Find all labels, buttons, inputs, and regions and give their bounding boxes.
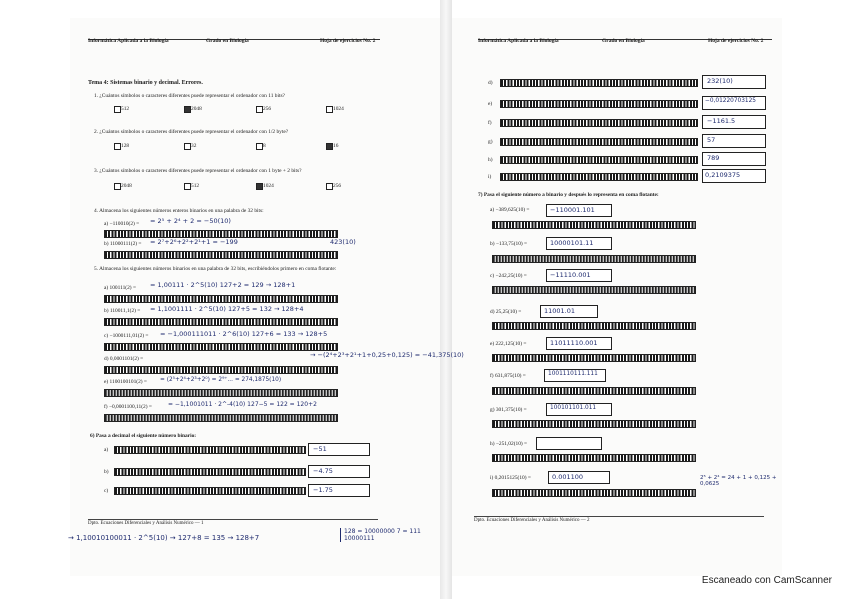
q5d-handwriting: → −(2⁴+2³+2¹+1+0,25+0,125) = −41,375(10) [310,351,464,359]
right-footer: Dpto. Ecuaciones Diferenciales y Análisis Numérico — 2 [474,516,764,523]
q2-option-checkbox[interactable] [184,143,191,150]
header-degree: Grado en Biología [602,38,645,44]
answer-box[interactable] [546,337,612,350]
bit-grid [492,387,696,395]
row-label: h) [488,157,493,163]
answer-box[interactable] [544,369,606,382]
answer-value: −1.75 [313,486,333,494]
side-calc: 2⁵ + 2⁴ = 24 + 1 + 0,125 + 0,0625 [700,475,777,487]
answer-value: 0.001100 [552,473,584,481]
bit-grid [104,251,338,259]
question-6: 6) Pasa a decimal el siguiente número binario: [90,433,197,439]
bit-grid [492,221,696,229]
q5b-handwriting: = 1,1001111 · 2^5(10) 127+5 = 132 → 128+4 [150,305,304,313]
q6a-label: a) [104,447,109,453]
q7-item-label: a) −389,625(10) = [490,207,530,213]
answer-value: 11001.01 [544,307,576,315]
bit-grid [114,446,306,454]
q3-option-checkbox[interactable] [256,183,263,190]
answer-value: 57 [707,136,716,144]
q5b-label: b) 110011,1(2) = [104,308,141,314]
answer-box[interactable] [702,96,766,110]
answer-value: −11110.001 [550,271,591,279]
topic-title: Tema 4: Sistemas binario y decimal. Errores. [88,80,203,86]
q7-item-label: e) 222,125(10) = [490,341,527,347]
bottom-note: → 1,10010100011 · 2^5(10) → 127+8 = 135 → 128+7 [68,534,260,542]
bit-grid [492,454,696,462]
q3-option-checkbox[interactable] [184,183,191,190]
q3-option-checkbox[interactable] [114,183,121,190]
header-course: Informática Aplicada a la Biología [478,38,559,44]
bit-grid [114,487,306,495]
row-label: g) [488,139,493,145]
q2-option-label: 16 [333,143,339,149]
answer-value: 11011110.001 [550,339,598,347]
answer-box[interactable] [308,443,370,456]
answer-box[interactable] [702,169,766,183]
answer-box[interactable] [546,204,612,217]
bit-grid [500,138,698,146]
q3-option-label: 2048 [121,183,132,189]
q1-option-label: 512 [121,106,130,112]
bit-grid [492,286,696,294]
q4a-handwriting: = 2⁵ + 2⁴ + 2 = −50(10) [150,217,231,225]
q5a-handwriting: = 1,00111 · 2^5(10) 127+2 = 129 → 128+1 [150,281,296,289]
answer-value: −1161.5 [707,117,736,125]
q1-option-label: 2048 [191,106,202,112]
q7-item-label: d) 25,25(10) = [490,309,522,315]
q5f-label: f) −0,0001100,11(2) = [104,404,152,410]
q7-item-label: b) −133,75(10) = [490,241,528,247]
row-label: f) [488,120,492,126]
q4b-handwriting: = 2⁷+2⁶+2²+2¹+1 = −199 [150,238,238,246]
left-header [88,38,380,44]
answer-value: −4.75 [313,467,333,475]
q7-item-label: h) −251,02(10) = [490,441,528,447]
bit-grid [114,468,306,476]
q4b-note: 423(10) [330,238,356,246]
page-fold [440,0,452,599]
q7-item-label: i) 0,2015125(10) = [490,475,531,481]
q5f-handwriting: = −1,1001011 · 2^-4(10) 127−5 = 122 = 120+2 [168,401,317,408]
bit-grid [500,100,698,108]
question-3: 3. ¿Cuántos símbolos o caracteres diferentes puede representar el ordenador con 1 byte + 2 bits? [94,168,302,174]
q2-option-label: 8 [263,143,266,149]
answer-box[interactable] [702,115,766,129]
q4a-label: a) −110010(2) = [104,221,140,227]
q2-option-checkbox[interactable] [326,143,333,150]
answer-value: 100101101.011 [550,405,597,411]
bottom-calc: 128 = 10000000 7 = 111 10000111 [340,528,444,542]
question-5: 5. Almacena los siguientes números binarios en una palabra de 32 bits, escribiéndolos primero en coma flotante: [94,266,337,272]
answer-box[interactable] [702,75,766,89]
answer-box[interactable] [308,484,370,497]
answer-value: 0,2109375 [705,171,741,179]
q7-item-label: g) 301,375(10) = [490,407,527,413]
q3-option-label: 256 [333,183,342,189]
q1-option-checkbox[interactable] [256,106,263,113]
q2-option-checkbox[interactable] [256,143,263,150]
q5c-handwriting: = −1,000111011 · 2^6(10) 127+6 = 133 → 128+5 [160,330,328,338]
row-label: e) [488,101,493,107]
q2-option-label: 32 [191,143,197,149]
row-label: d) [488,80,493,86]
q5a-label: a) 100111(2) = [104,285,136,291]
answer-value: 10000101.11 [550,239,594,247]
header-degree: Grado en Biología [206,38,249,44]
question-2: 2. ¿Cuántos símbolos o caracteres diferentes puede representar el ordenador con 1/2 byte? [94,129,289,135]
q5d-label: d) 0,0001101(2) = [104,356,144,362]
answer-value: 789 [707,154,720,162]
q1-option-checkbox[interactable] [184,106,191,113]
bit-grid [492,322,696,330]
q3-option-label: 1024 [263,183,274,189]
q7-item-label: f) 631,875(10) = [490,373,526,379]
q1-option-checkbox[interactable] [326,106,333,113]
bit-grid [500,173,698,181]
bit-grid [104,343,338,351]
q4b-label: b) 11000111(2) = [104,241,142,247]
left-footer: Dpto. Ecuaciones Diferenciales y Análisis Numérico — 1 [88,519,378,526]
bit-grid [104,318,338,326]
bit-grid [500,119,698,127]
camscanner-watermark: Escaneado con CamScanner [701,575,832,586]
q1-option-label: 1024 [333,106,344,112]
bit-grid [492,255,696,263]
answer-box[interactable] [546,269,612,282]
q3-option-label: 512 [191,183,200,189]
q6b-label: b) [104,469,109,475]
header-sheet: Hoja de ejercicios No. 2 [708,38,764,44]
header-sheet: Hoja de ejercicios No. 2 [320,38,376,44]
bit-grid [104,230,338,238]
q2-option-checkbox[interactable] [114,143,121,150]
bit-grid [104,414,338,422]
answer-value: −0,01220703125 [705,98,756,104]
bit-grid [104,295,338,303]
row-label: i) [488,174,492,180]
bit-grid [104,366,338,374]
q6c-label: c) [104,488,109,494]
answer-box[interactable] [546,403,612,416]
question-7: 7) Pasa el siguiente número a binario y después lo representa en coma flotante: [478,192,659,198]
answer-box[interactable] [536,437,602,450]
right-header [478,38,772,44]
q3-option-checkbox[interactable] [326,183,333,190]
q5e-handwriting: = (2⁵+2⁴+2³+2⁰) = 2⁹⁺... = 274,1875(10) [160,377,282,383]
question-4: 4. Almacena los siguientes números enteros binarios en una palabra de 32 bits: [94,208,264,214]
q5e-label: e) 1100100101(2) = [104,379,147,385]
bit-grid [492,420,696,428]
answer-box[interactable] [702,152,766,166]
answer-value: −51 [313,445,327,453]
bit-grid [500,79,698,87]
bit-grid [492,354,696,362]
header-course: Informática Aplicada a la Biología [88,38,169,44]
bit-grid [104,389,338,397]
q1-option-checkbox[interactable] [114,106,121,113]
bit-grid [500,156,698,164]
answer-value: 232(10) [707,77,733,85]
answer-box[interactable] [702,134,766,148]
answer-box[interactable] [546,237,612,250]
q5c-label: c) −1000111,01(2) = [104,333,149,339]
q7-item-label: c) −242,25(10) = [490,273,527,279]
answer-value: −110001.101 [550,206,595,214]
answer-box[interactable] [548,471,610,484]
q1-option-label: 256 [263,106,272,112]
answer-box[interactable] [308,465,370,478]
q2-option-label: 128 [121,143,130,149]
question-1: 1. ¿Cuántos símbolos o caracteres diferentes puede representar el ordenador con 11 bits? [94,93,285,99]
bit-grid [492,489,696,497]
answer-value: 1001110111.111 [548,371,598,377]
answer-box[interactable] [540,305,598,318]
